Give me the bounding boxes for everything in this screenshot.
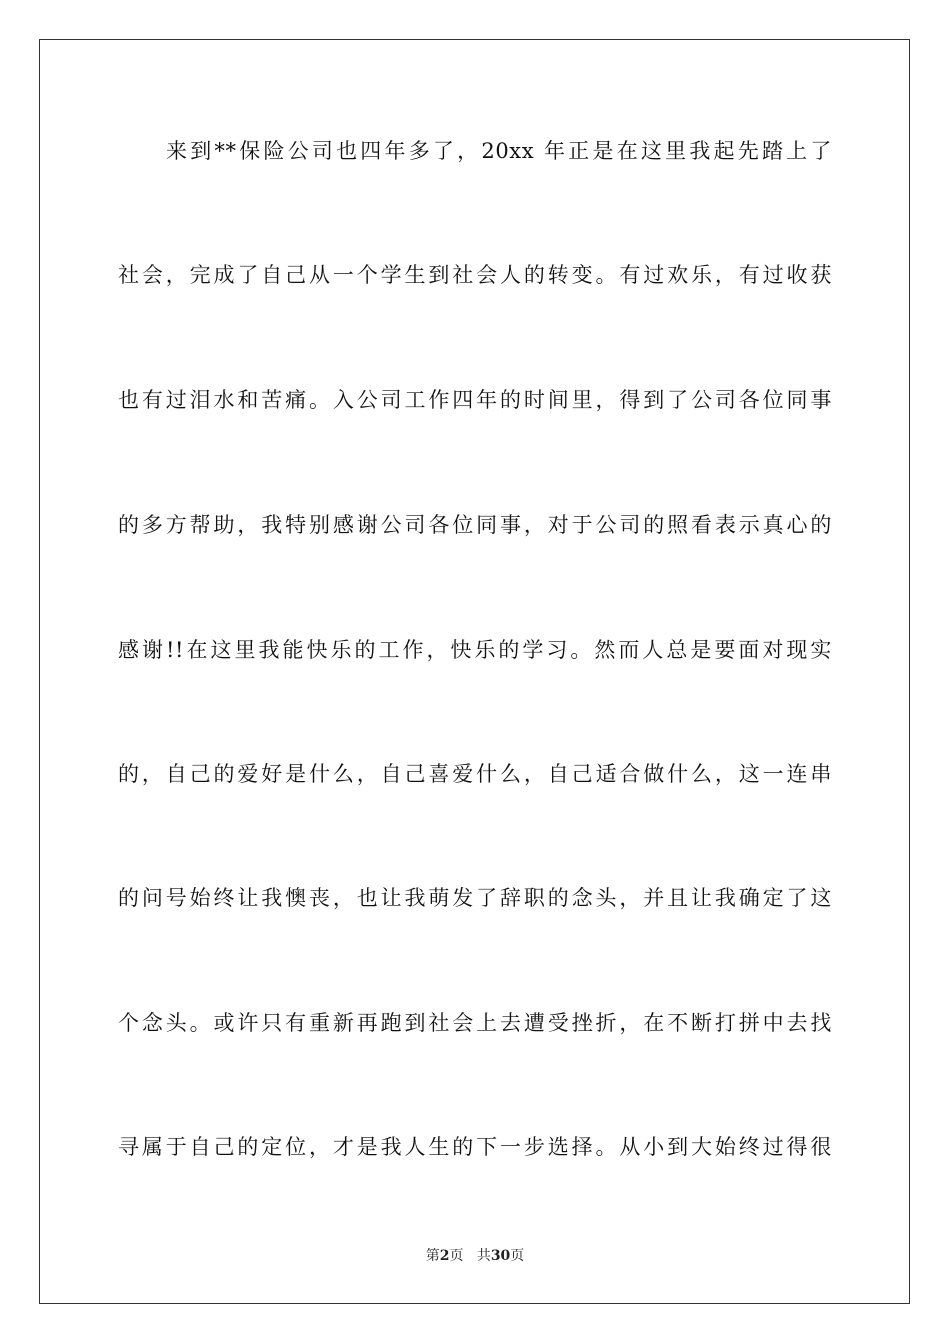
paragraph-line-2: 社会，完成了自己从一个学生到社会人的转变。有过欢乐，有过收获 [118, 263, 832, 287]
paragraph-line-5: 感谢!!在这里我能快乐的工作，快乐的学习。然而人总是要面对现实 [118, 638, 832, 662]
page-suffix: 页 [449, 1248, 464, 1264]
page-footer [0, 1246, 950, 1266]
paragraph-line-3: 也有过泪水和苦痛。入公司工作四年的时间里，得到了公司各位同事 [118, 388, 832, 412]
paragraph-line-4: 的多方帮助，我特别感谢公司各位同事，对于公司的照看表示真心的 [118, 513, 832, 537]
page-border [39, 39, 910, 1304]
paragraph-line-6: 的，自己的爱好是什么，自己喜爱什么，自己适合做什么，这一连串 [118, 762, 832, 786]
total-pages: 30 [490, 1248, 511, 1264]
paragraph-line-1: 来到**保险公司也四年多了，20xx 年正是在这里我起先踏上了 [166, 139, 832, 163]
page-number: 2 [439, 1248, 450, 1264]
page-prefix: 第 [425, 1248, 440, 1264]
total-suffix: 页 [510, 1248, 525, 1264]
paragraph-line-8: 个念头。或许只有重新再跑到社会上去遭受挫折，在不断打拼中去找 [118, 1011, 832, 1035]
paragraph-line-9: 寻属于自己的定位，才是我人生的下一步选择。从小到大始终过得很 [118, 1135, 832, 1159]
paragraph-line-7: 的问号始终让我懊丧，也让我萌发了辞职的念头，并且让我确定了这 [118, 886, 832, 910]
total-prefix: 共 [476, 1248, 491, 1264]
